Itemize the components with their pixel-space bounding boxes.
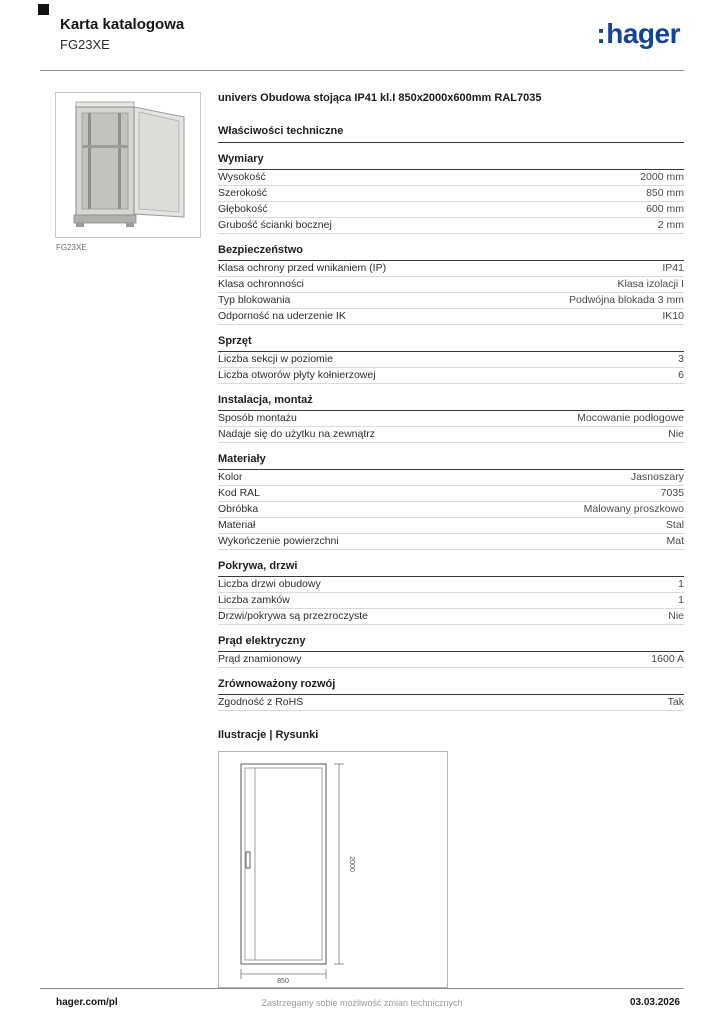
spec-row: [218, 486, 684, 502]
spec-label: Obróbka: [218, 503, 259, 515]
spec-label: Wykończenie powierzchni: [218, 535, 339, 547]
spec-section: [218, 453, 684, 550]
spec-row: [218, 593, 684, 609]
spec-value: Nie: [668, 428, 684, 440]
page-title: Karta katalogowa: [60, 16, 185, 33]
spec-row: [218, 277, 684, 293]
footer-disclaimer: Zastrzegamy sobie możliwość zmian technicznych: [261, 998, 463, 1008]
spec-section: [218, 678, 684, 711]
product-code: FG23XE: [60, 37, 110, 52]
product-title: univers Obudowa stojąca IP41 kl.I 850x2000x600mm RAL7035: [218, 92, 542, 104]
spec-row: [218, 427, 684, 443]
spec-value: 850 mm: [646, 187, 684, 199]
spec-label: Klasa ochrony przed wnikaniem (IP): [218, 262, 387, 274]
spec-section: [218, 560, 684, 625]
spec-row: [218, 352, 684, 368]
spec-label: Wysokość: [218, 171, 266, 183]
spec-section: [218, 153, 684, 234]
spec-row: [218, 695, 684, 711]
spec-value: Nie: [668, 610, 684, 622]
spec-value: 600 mm: [646, 203, 684, 215]
spec-section: [218, 335, 684, 384]
spec-label: Liczba zamków: [218, 594, 290, 606]
spec-row: [218, 577, 684, 593]
cabinet-photo-illustration: [56, 93, 200, 237]
drawing-height-label: 2000: [348, 856, 355, 872]
spec-row: [218, 218, 684, 234]
spec-label: Liczba sekcji w poziomie: [218, 353, 333, 365]
spec-label: Grubość ścianki bocznej: [218, 219, 332, 231]
spec-value: 2 mm: [657, 219, 684, 231]
spec-label: Zgodność z RoHS: [218, 696, 304, 708]
section-title: Prąd elektryczny: [218, 635, 684, 652]
technical-drawing: [218, 751, 448, 988]
spec-section: [218, 394, 684, 443]
spec-value: 1: [678, 578, 684, 590]
logo-colon-icon: :: [596, 18, 606, 49]
spec-section: [218, 244, 684, 325]
spec-label: Klasa ochronności: [218, 278, 304, 290]
section-title: Zrównoważony rozwój: [218, 678, 684, 695]
spec-value: Jasnoszary: [630, 471, 684, 483]
spec-label: Szerokość: [218, 187, 268, 199]
spec-label: Typ blokowania: [218, 294, 291, 306]
spec-row: [218, 186, 684, 202]
spec-label: Materiał: [218, 519, 256, 531]
spec-value: 3: [678, 353, 684, 365]
spec-row: [218, 293, 684, 309]
content-column: [218, 92, 684, 988]
spec-row: [218, 411, 684, 427]
section-title: Pokrywa, drzwi: [218, 560, 684, 577]
section-title: Instalacja, montaż: [218, 394, 684, 411]
spec-label: Kolor: [218, 471, 243, 483]
product-image-caption: FG23XE: [56, 243, 87, 252]
section-title: Bezpieczeństwo: [218, 244, 684, 261]
spec-row: [218, 534, 684, 550]
corner-mark: [38, 4, 49, 15]
spec-value: 7035: [660, 487, 684, 499]
header-divider: [40, 70, 684, 71]
spec-row: [218, 609, 684, 625]
section-title: Wymiary: [218, 153, 684, 170]
spec-value: Klasa izolacji I: [617, 278, 684, 290]
spec-label: Drzwi/pokrywa są przezroczyste: [218, 610, 368, 622]
spec-row: [218, 261, 684, 277]
spec-row: [218, 518, 684, 534]
footer-date: 03.03.2026: [629, 997, 680, 1008]
logo-wordmark: hager: [606, 18, 680, 49]
spec-row: [218, 202, 684, 218]
spec-label: Nadaje się do użytku na zewnątrz: [218, 428, 376, 440]
spec-value: Mocowanie podłogowe: [577, 412, 684, 424]
spec-row: [218, 309, 684, 325]
drawing-width-label: 850: [277, 978, 289, 985]
spec-value: 1600 A: [651, 653, 684, 665]
spec-value: Malowany proszkowo: [583, 503, 684, 515]
spec-value: 6: [678, 369, 684, 381]
spec-value: 2000 mm: [640, 171, 684, 183]
spec-value: Podwójna blokada 3 mm: [569, 294, 684, 306]
spec-value: Mat: [666, 535, 684, 547]
spec-value: Stal: [665, 519, 684, 531]
spec-row: [218, 652, 684, 668]
spec-section: [218, 635, 684, 668]
section-title: Sprzęt: [218, 335, 684, 352]
illustrations-heading: Ilustracje | Rysunki: [218, 729, 319, 741]
spec-label: Liczba drzwi obudowy: [218, 578, 321, 590]
footer-divider: [40, 988, 684, 989]
spec-label: Kod RAL: [218, 487, 261, 499]
spec-row: [218, 170, 684, 186]
spec-sections: [218, 153, 684, 711]
section-title: Materiały: [218, 453, 684, 470]
product-image: [55, 92, 201, 238]
hager-logo: [596, 18, 680, 50]
spec-row: [218, 368, 684, 384]
spec-row: [218, 470, 684, 486]
spec-label: Głębokość: [218, 203, 268, 215]
spec-label: Liczba otworów płyty kołnierzowej: [218, 369, 376, 381]
spec-value: 1: [678, 594, 684, 606]
spec-value: Tak: [667, 696, 684, 708]
spec-value: IP41: [662, 262, 684, 274]
spec-label: Odporność na uderzenie IK: [218, 310, 346, 322]
cabinet-drawing-illustration: [219, 752, 447, 987]
properties-heading: Właściwości techniczne: [218, 125, 684, 143]
spec-label: Sposób montażu: [218, 412, 297, 424]
spec-label: Prąd znamionowy: [218, 653, 302, 665]
spec-row: [218, 502, 684, 518]
spec-value: IK10: [662, 310, 684, 322]
footer-site-link[interactable]: hager.com/pl: [56, 997, 118, 1008]
